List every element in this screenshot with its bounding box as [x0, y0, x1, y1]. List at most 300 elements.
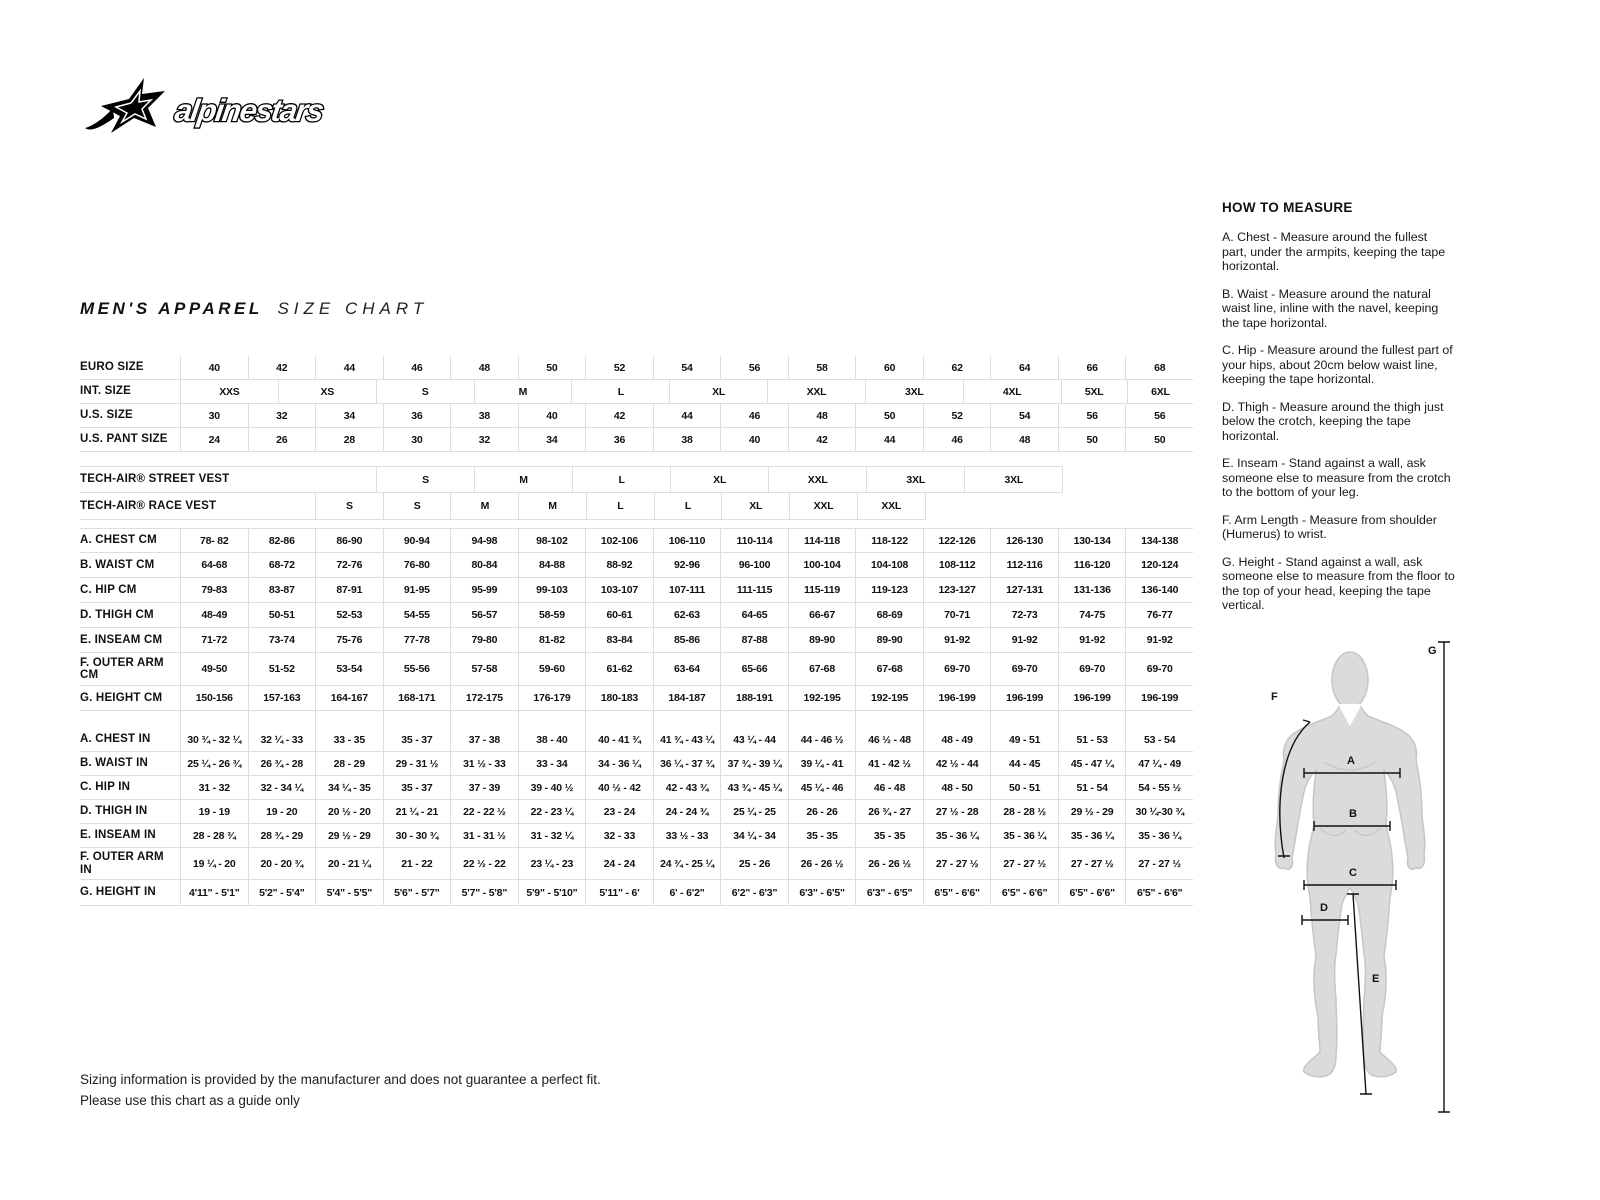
- size-cell: 68-72: [248, 553, 316, 578]
- empty-cell: [855, 711, 923, 728]
- size-cell: 110-114: [720, 528, 788, 553]
- size-cell: 123-127: [923, 578, 991, 603]
- measure-paragraph: A. Chest - Measure around the fullest part, under the armpits, keeping the tape horizontal.: [1222, 230, 1446, 273]
- size-cell: 41 - 42 ½: [855, 752, 923, 776]
- size-cell: S: [376, 466, 474, 493]
- size-cell: 118-122: [855, 528, 923, 553]
- size-cell: 48: [990, 428, 1058, 452]
- size-cell: 46: [923, 428, 991, 452]
- size-cell: 33 - 34: [518, 752, 586, 776]
- size-cell: XXL: [789, 493, 857, 520]
- size-cell: 44 - 45: [990, 752, 1058, 776]
- size-cell: 53 - 54: [1125, 728, 1193, 752]
- size-cell: 75-76: [315, 628, 383, 653]
- size-cell: 6'3" - 6'5": [855, 880, 923, 906]
- size-cell: 94-98: [450, 528, 518, 553]
- how-to-measure-paragraphs: [1222, 230, 1455, 613]
- size-cell: 58: [788, 356, 856, 380]
- size-cell: 119-123: [855, 578, 923, 603]
- size-cell: 34: [518, 428, 586, 452]
- disclaimer: [80, 1070, 601, 1112]
- size-cell: 106-110: [653, 528, 721, 553]
- size-cell: 35 - 36 ¼: [1125, 824, 1193, 848]
- size-cell: 32 - 34 ¼: [248, 776, 316, 800]
- size-cell: 27 - 27 ½: [990, 848, 1058, 880]
- label-arm: F: [1271, 691, 1278, 703]
- size-cell: 28 - 28 ¾: [180, 824, 248, 848]
- table-row-inseam_in: [80, 824, 1193, 848]
- size-cell: 64-65: [720, 603, 788, 628]
- size-cell: 56: [1058, 404, 1126, 428]
- page-title-sub: SIZE CHART: [277, 299, 429, 318]
- size-cell: 45 - 47 ¼: [1058, 752, 1126, 776]
- size-cell: 44: [653, 404, 721, 428]
- size-cell: 6'3" - 6'5": [788, 880, 856, 906]
- table-row-outerarm_cm: [80, 653, 1193, 686]
- logo-star-tail-icon: [85, 109, 114, 130]
- size-cell: 35 - 37: [383, 728, 451, 752]
- size-cell: 44: [315, 356, 383, 380]
- size-cell: 5'11" - 6': [585, 880, 653, 906]
- size-cell: 28 - 28 ½: [990, 800, 1058, 824]
- size-cell: XXL: [768, 466, 866, 493]
- size-cell: 64: [990, 356, 1058, 380]
- size-cell: 78- 82: [180, 528, 248, 553]
- size-cell: 27 - 27 ½: [923, 848, 991, 880]
- empty-cell: [925, 493, 1193, 520]
- page-title-main: MEN'S APPAREL: [80, 299, 263, 318]
- size-cell: 55-56: [383, 653, 451, 686]
- size-cell: 36 ¼ - 37 ¾: [653, 752, 721, 776]
- size-cell: 83-87: [248, 578, 316, 603]
- table-row-hip_cm: [80, 578, 1193, 603]
- size-cell: 66: [1058, 356, 1126, 380]
- size-cell: 3XL: [964, 466, 1062, 493]
- size-cell: 51 - 54: [1058, 776, 1126, 800]
- size-cell: 25 ¼ - 26 ¾: [180, 752, 248, 776]
- size-cell: 111-115: [720, 578, 788, 603]
- size-cell: 5XL: [1061, 380, 1127, 404]
- table-row-race: [80, 493, 1193, 520]
- size-cell: 30 ¼-30 ¾: [1125, 800, 1193, 824]
- size-cell: 68: [1125, 356, 1193, 380]
- row-label: U.S. PANT SIZE: [80, 428, 180, 452]
- size-cell: 21 ¼ - 21: [383, 800, 451, 824]
- size-cell: 114-118: [788, 528, 856, 553]
- size-cell: 88-92: [585, 553, 653, 578]
- size-cell: 60-61: [585, 603, 653, 628]
- size-cell: 40: [180, 356, 248, 380]
- row-label: B. WAIST IN: [80, 752, 180, 776]
- size-cell: 115-119: [788, 578, 856, 603]
- size-cell: 83-84: [585, 628, 653, 653]
- size-cell: L: [586, 493, 654, 520]
- size-cell: 5'9" - 5'10": [518, 880, 586, 906]
- size-cell: 54: [990, 404, 1058, 428]
- table-row-outerarm_in: [80, 848, 1193, 880]
- size-cell: 59-60: [518, 653, 586, 686]
- size-cell: 30: [180, 404, 248, 428]
- size-cell: 37 - 38: [450, 728, 518, 752]
- size-cell: 52: [585, 356, 653, 380]
- size-cell: 127-131: [990, 578, 1058, 603]
- row-label: INT. SIZE: [80, 380, 180, 404]
- size-cell: 70-71: [923, 603, 991, 628]
- size-cell: 196-199: [1058, 686, 1126, 711]
- size-cell: 79-80: [450, 628, 518, 653]
- size-cell: 56: [720, 356, 788, 380]
- size-cell: 64-68: [180, 553, 248, 578]
- size-cell: 96-100: [720, 553, 788, 578]
- size-cell: 20 ½ - 20: [315, 800, 383, 824]
- size-cell: 79-83: [180, 578, 248, 603]
- table-row-chest_in: [80, 728, 1193, 752]
- table-row-waist_cm: [80, 553, 1193, 578]
- size-cell: 27 - 27 ½: [1058, 848, 1126, 880]
- how-to-measure-heading: HOW TO MEASURE: [1222, 200, 1353, 215]
- row-label: U.S. SIZE: [80, 404, 180, 428]
- label-hip: C: [1349, 867, 1357, 879]
- logo-wordmark: alpinestars: [172, 93, 325, 128]
- size-cell: 36: [585, 428, 653, 452]
- size-cell: 26 - 26 ½: [788, 848, 856, 880]
- size-cell: 5'7" - 5'8": [450, 880, 518, 906]
- size-cell: 91-92: [923, 628, 991, 653]
- row-label: E. INSEAM IN: [80, 824, 180, 848]
- size-cell: 48 - 50: [923, 776, 991, 800]
- size-cell: 76-80: [383, 553, 451, 578]
- empty-cell: [653, 711, 721, 728]
- size-cell: 29 ½ - 29: [315, 824, 383, 848]
- row-label: B. WAIST CM: [80, 553, 180, 578]
- size-cell: 41 ¾ - 43 ¼: [653, 728, 721, 752]
- size-cell: 24 ¾ - 25 ¼: [653, 848, 721, 880]
- size-cell: 21 - 22: [383, 848, 451, 880]
- size-cell: 32: [450, 428, 518, 452]
- size-cell: 91-92: [990, 628, 1058, 653]
- size-cell: 102-106: [585, 528, 653, 553]
- size-cell: 31 - 32 ¼: [518, 824, 586, 848]
- size-cell: 53-54: [315, 653, 383, 686]
- size-cell: 22 ½ - 22: [450, 848, 518, 880]
- size-cell: 35 - 37: [383, 776, 451, 800]
- size-cell: 42 - 43 ¾: [653, 776, 721, 800]
- size-cell: 37 - 39: [450, 776, 518, 800]
- size-cell: 42: [788, 428, 856, 452]
- size-cell: 63-64: [653, 653, 721, 686]
- size-cell: 22 - 23 ¼: [518, 800, 586, 824]
- size-cell: 87-91: [315, 578, 383, 603]
- size-cell: M: [518, 493, 586, 520]
- size-cell: 34 ¼ - 34: [720, 824, 788, 848]
- size-cell: 6'5" - 6'6": [1125, 880, 1193, 906]
- size-cell: L: [572, 466, 670, 493]
- body-figure-graphic: [1238, 630, 1478, 1130]
- size-cell: 6'5" - 6'6": [923, 880, 991, 906]
- size-cell: 66-67: [788, 603, 856, 628]
- size-cell: 60: [855, 356, 923, 380]
- size-cell: 80-84: [450, 553, 518, 578]
- size-cell: 31 - 31 ½: [450, 824, 518, 848]
- empty-cell: [315, 711, 383, 728]
- size-cell: 104-108: [855, 553, 923, 578]
- size-cell: 32 - 33: [585, 824, 653, 848]
- row-label: G. HEIGHT CM: [80, 686, 180, 711]
- size-cell: 50: [518, 356, 586, 380]
- size-cell: 74-75: [1058, 603, 1126, 628]
- page-title: [80, 299, 428, 319]
- measure-paragraph: E. Inseam - Stand against a wall, ask someone else to measure from the crotch to the bottom of your leg.: [1222, 456, 1451, 499]
- size-cell: 26 - 26: [788, 800, 856, 824]
- size-cell: 25 ¼ - 25: [720, 800, 788, 824]
- body-head: [1332, 652, 1368, 708]
- empty-cell: [1058, 711, 1126, 728]
- size-cell: 3XL: [866, 466, 964, 493]
- size-cell: 58-59: [518, 603, 586, 628]
- alpinestars-logo: [84, 76, 354, 143]
- size-cell: 19 - 20: [248, 800, 316, 824]
- size-cell: 67-68: [788, 653, 856, 686]
- size-cell: 136-140: [1125, 578, 1193, 603]
- size-cell: 30 ¾ - 32 ¼: [180, 728, 248, 752]
- size-cell: 51-52: [248, 653, 316, 686]
- size-cell: 62-63: [653, 603, 721, 628]
- size-cell: 42: [585, 404, 653, 428]
- size-cell: 29 ½ - 29: [1058, 800, 1126, 824]
- size-cell: XL: [669, 380, 767, 404]
- size-cell: 45 ¼ - 46: [788, 776, 856, 800]
- tech-air-table: [80, 466, 1193, 520]
- size-cell: 42: [248, 356, 316, 380]
- row-label: D. THIGH CM: [80, 603, 180, 628]
- size-cell: 50-51: [248, 603, 316, 628]
- size-cell: 61-62: [585, 653, 653, 686]
- size-cell: 168-171: [383, 686, 451, 711]
- empty-cell: [788, 711, 856, 728]
- size-cell: 48: [450, 356, 518, 380]
- table-row-pant: [80, 428, 1193, 452]
- size-cell: 24 - 24: [585, 848, 653, 880]
- size-cell: 35 - 35: [855, 824, 923, 848]
- size-cell: 38: [450, 404, 518, 428]
- table-row-chest_cm: [80, 528, 1193, 553]
- size-cell: 34 - 36 ¼: [585, 752, 653, 776]
- size-cell: 52: [923, 404, 991, 428]
- measure-paragraph: B. Waist - Measure around the natural waist line, inline with the navel, keeping the tape horizontal.: [1222, 286, 1439, 330]
- label-inseam: E: [1372, 973, 1380, 985]
- size-cell: 192-195: [855, 686, 923, 711]
- table-row-thigh_cm: [80, 603, 1193, 628]
- size-cell: 84-88: [518, 553, 586, 578]
- size-cell: 20 - 20 ¾: [248, 848, 316, 880]
- size-cell: 3XL: [865, 380, 963, 404]
- label-chest: A: [1347, 755, 1355, 767]
- empty-cell: [248, 711, 316, 728]
- size-cell: 92-96: [653, 553, 721, 578]
- size-cell: 48-49: [180, 603, 248, 628]
- size-cell: 43 ¾ - 45 ¼: [720, 776, 788, 800]
- size-cell: L: [571, 380, 669, 404]
- empty-cell: [518, 711, 586, 728]
- row-label: TECH-AIR® STREET VEST: [80, 466, 376, 493]
- empty-cell: [383, 711, 451, 728]
- size-cell: 46 - 48: [855, 776, 923, 800]
- size-cell: 36: [383, 404, 451, 428]
- size-conversion-table: [80, 356, 1193, 452]
- size-cell: 44 - 46 ½: [788, 728, 856, 752]
- row-label: [80, 711, 180, 728]
- size-cell: 62: [923, 356, 991, 380]
- size-cell: 29 - 31 ½: [383, 752, 451, 776]
- size-cell: 73-74: [248, 628, 316, 653]
- size-cell: 35 - 36 ¼: [1058, 824, 1126, 848]
- size-cell: 31 ½ - 33: [450, 752, 518, 776]
- size-cell: 6'5" - 6'6": [1058, 880, 1126, 906]
- size-cell: 46: [720, 404, 788, 428]
- measure-paragraph: D. Thigh - Measure around the thigh just below the crotch, keeping the tape horizontal.: [1222, 399, 1444, 443]
- size-cell: 86-90: [315, 528, 383, 553]
- size-cell: 27 - 27 ½: [1125, 848, 1193, 880]
- size-cell: 28: [315, 428, 383, 452]
- empty-cell: [923, 711, 991, 728]
- size-cell: 26 - 26 ½: [855, 848, 923, 880]
- table-row-street: [80, 466, 1193, 493]
- size-cell: 81-82: [518, 628, 586, 653]
- size-cell: 89-90: [788, 628, 856, 653]
- size-cell: 77-78: [383, 628, 451, 653]
- size-cell: 28 - 29: [315, 752, 383, 776]
- size-cell: 56: [1125, 404, 1193, 428]
- size-cell: 52-53: [315, 603, 383, 628]
- size-cell: 40: [518, 404, 586, 428]
- size-cell: 30: [383, 428, 451, 452]
- size-cell: 6XL: [1127, 380, 1193, 404]
- size-cell: 72-76: [315, 553, 383, 578]
- size-cell: 95-99: [450, 578, 518, 603]
- size-cell: 99-103: [518, 578, 586, 603]
- size-cell: 33 ½ - 33: [653, 824, 721, 848]
- size-cell: 23 - 24: [585, 800, 653, 824]
- size-cell: 130-134: [1058, 528, 1126, 553]
- measure-paragraph: G. Height - Stand against a wall, ask someone else to measure from the floor to the top of your head, keeping the tape vertical.: [1222, 554, 1455, 612]
- size-cell: 82-86: [248, 528, 316, 553]
- logo-star-icon: [101, 78, 165, 133]
- size-cell: 184-187: [653, 686, 721, 711]
- size-cell: 24: [180, 428, 248, 452]
- row-label: A. CHEST CM: [80, 528, 180, 553]
- label-waist: B: [1349, 808, 1357, 820]
- size-cell: 69-70: [923, 653, 991, 686]
- size-cell: XXL: [767, 380, 865, 404]
- size-cell: 22 - 22 ½: [450, 800, 518, 824]
- size-cell: 28 ¾ - 29: [248, 824, 316, 848]
- measure-paragraph: F. Arm Length - Measure from shoulder (Humerus) to wrist.: [1222, 512, 1437, 541]
- size-cell: 34: [315, 404, 383, 428]
- size-cell: 150-156: [180, 686, 248, 711]
- size-cell: 4XL: [963, 380, 1061, 404]
- table-row-int: [80, 380, 1193, 404]
- size-cell: 31 - 32: [180, 776, 248, 800]
- size-cell: 20 - 21 ¼: [315, 848, 383, 880]
- size-cell: 5'4" - 5'5": [315, 880, 383, 906]
- alpinestars-logo-graphic: [84, 76, 354, 138]
- size-cell: 180-183: [585, 686, 653, 711]
- row-label: A. CHEST IN: [80, 728, 180, 752]
- table-row-hip_in: [80, 776, 1193, 800]
- size-cell: 50 - 51: [990, 776, 1058, 800]
- table-row-waist_in: [80, 752, 1193, 776]
- size-cell: M: [450, 493, 518, 520]
- size-cell: 157-163: [248, 686, 316, 711]
- size-cell: XL: [670, 466, 768, 493]
- size-cell: 72-73: [990, 603, 1058, 628]
- size-cell: 91-95: [383, 578, 451, 603]
- row-label: F. OUTER ARM IN: [80, 848, 180, 880]
- size-cell: 47 ¼ - 49: [1125, 752, 1193, 776]
- size-cell: 91-92: [1125, 628, 1193, 653]
- size-cell: 98-102: [518, 528, 586, 553]
- size-cell: 76-77: [1125, 603, 1193, 628]
- size-cell: 40: [720, 428, 788, 452]
- size-cell: 50: [855, 404, 923, 428]
- size-cell: 65-66: [720, 653, 788, 686]
- size-cell: 27 ½ - 28: [923, 800, 991, 824]
- size-cell: 39 ¼ - 41: [788, 752, 856, 776]
- size-cell: 32 ¼ - 33: [248, 728, 316, 752]
- size-cell: 116-120: [1058, 553, 1126, 578]
- table-row-euro: [80, 356, 1193, 380]
- size-cell: 33 - 35: [315, 728, 383, 752]
- size-cell: 35 - 36 ¼: [923, 824, 991, 848]
- size-cell: 49 - 51: [990, 728, 1058, 752]
- empty-cell: [585, 711, 653, 728]
- size-cell: 131-136: [1058, 578, 1126, 603]
- empty-cell: [1062, 466, 1193, 493]
- size-cell: S: [376, 380, 474, 404]
- size-cell: 38 - 40: [518, 728, 586, 752]
- size-cell: 32: [248, 404, 316, 428]
- size-cell: L: [654, 493, 722, 520]
- size-cell: M: [474, 466, 572, 493]
- label-height: G: [1428, 645, 1437, 657]
- size-cell: 25 - 26: [720, 848, 788, 880]
- size-cell: 39 - 40 ½: [518, 776, 586, 800]
- size-cell: 69-70: [1125, 653, 1193, 686]
- size-cell: 56-57: [450, 603, 518, 628]
- measure-paragraph: C. Hip - Measure around the fullest part of your hips, about 20cm below waist line, keeping the tape horizontal.: [1222, 343, 1453, 386]
- size-cell: 107-111: [653, 578, 721, 603]
- size-cell: 26 ¾ - 28: [248, 752, 316, 776]
- size-cell: 6' - 6'2": [653, 880, 721, 906]
- size-cell: 57-58: [450, 653, 518, 686]
- size-cell: 196-199: [990, 686, 1058, 711]
- size-cell: 37 ¾ - 39 ¼: [720, 752, 788, 776]
- size-cell: 6'5" - 6'6": [990, 880, 1058, 906]
- size-cell: 50: [1058, 428, 1126, 452]
- size-cell: M: [474, 380, 572, 404]
- size-cell: 122-126: [923, 528, 991, 553]
- row-label: TECH-AIR® RACE VEST: [80, 493, 315, 520]
- size-cell: 172-175: [450, 686, 518, 711]
- size-cell: 50: [1125, 428, 1193, 452]
- measurements-table: [80, 528, 1193, 906]
- size-cell: 40 ½ - 42: [585, 776, 653, 800]
- size-cell: 54-55: [383, 603, 451, 628]
- empty-cell: [720, 711, 788, 728]
- table-row-thigh_in: [80, 800, 1193, 824]
- size-cell: 68-69: [855, 603, 923, 628]
- size-cell: 26: [248, 428, 316, 452]
